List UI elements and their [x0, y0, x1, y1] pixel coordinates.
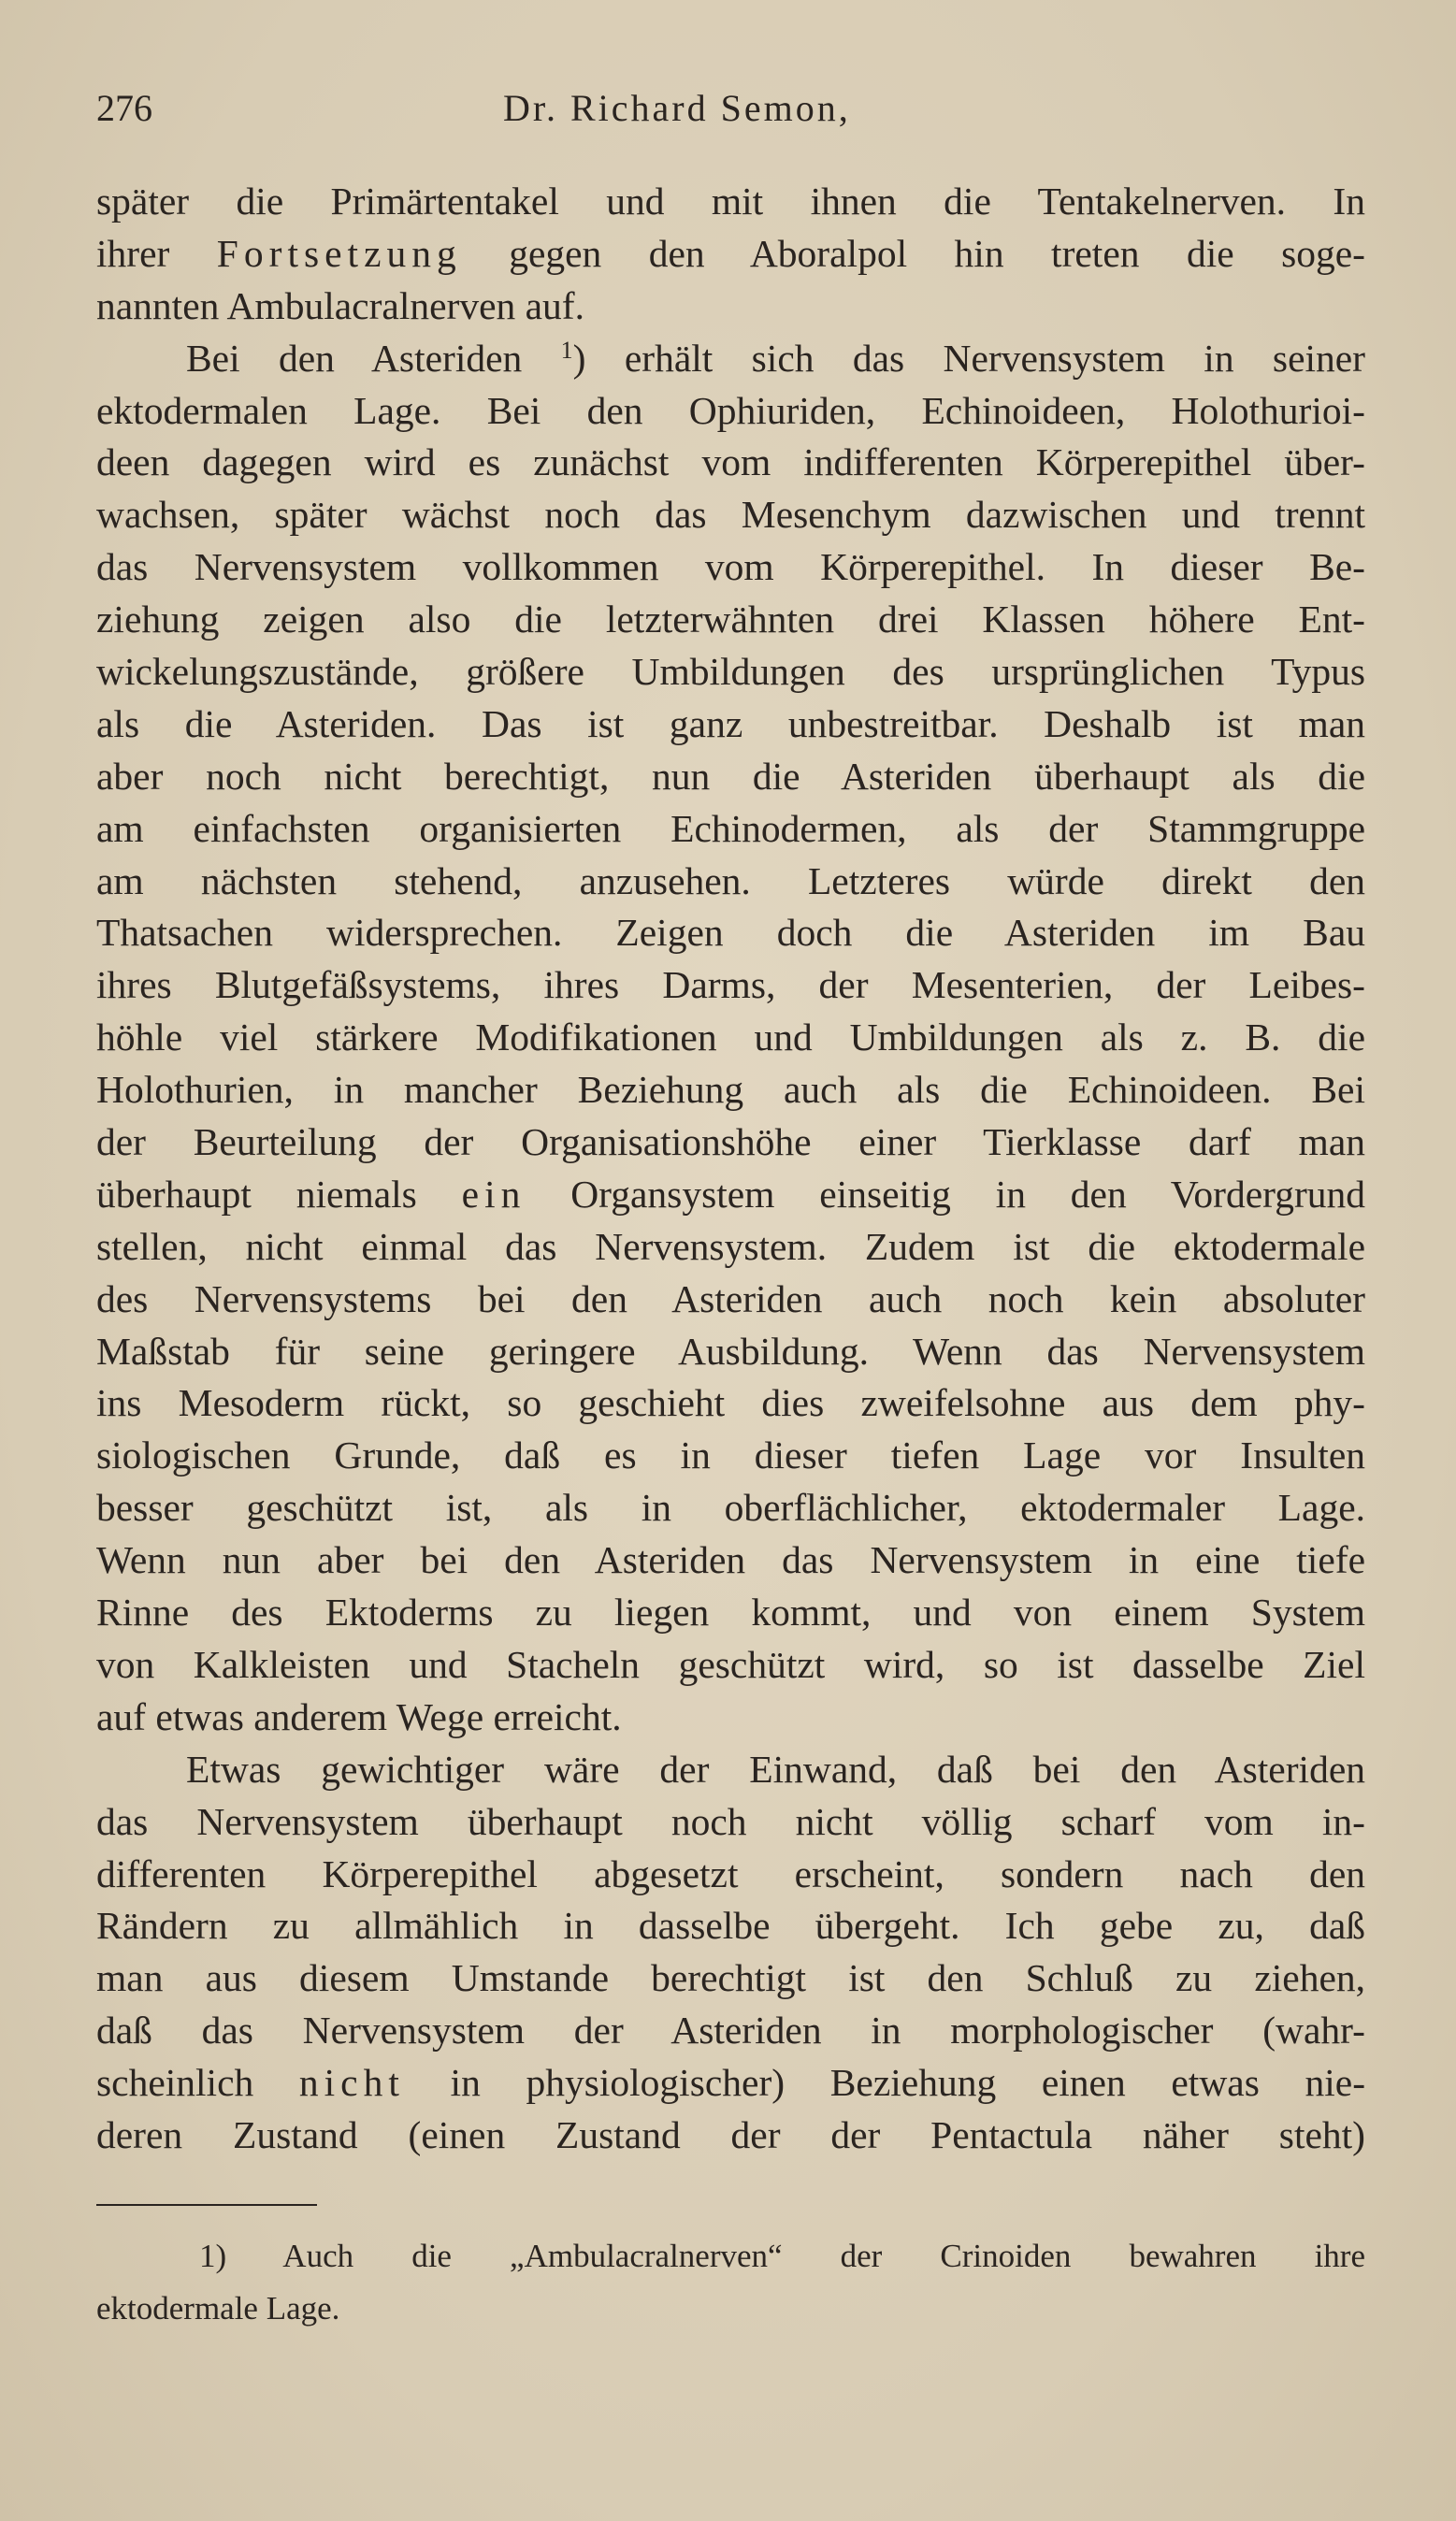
body-text — [96, 176, 1365, 2162]
footnote-line: 1) Auch die „Ambulacralnerven“ der Crinoiden bewahren ihre — [199, 2238, 1365, 2274]
text-line: wachsen, später wächst noch das Mesenchym dazwischen und trennt — [96, 493, 1365, 537]
text-line: ihres Blutgefäßsystems, ihres Darms, der Mesenterien, der Leibes- — [96, 963, 1365, 1007]
text-line: deren Zustand (einen Zustand der der Pentactula näher steht) — [96, 2112, 1365, 2156]
text-line: ins Mesoderm rückt, so geschieht dies zweifelsohne aus dem phy- — [96, 1381, 1365, 1425]
text-line: aber noch nicht berechtigt, nun die Asteriden überhaupt als die — [96, 754, 1365, 798]
text-line — [96, 1169, 1365, 1221]
text-line: am einfachsten organisierten Echinodermen, als der Stammgruppe — [96, 806, 1365, 850]
text-line: man aus diesem Umstande berechtigt ist den Schluß zu ziehen, — [96, 1956, 1365, 2000]
text-line: als die Asteriden. Das ist ganz unbestreitbar. Deshalb ist man — [96, 701, 1365, 745]
text-span: überhaupt niemals — [96, 1172, 417, 1216]
text-span: gegen den Aboralpol hin treten die soge- — [509, 231, 1365, 275]
emphasized-text: ein — [461, 1172, 526, 1216]
text-line: differenten Körperepithel abgesetzt erscheint, sondern nach den — [96, 1851, 1365, 1895]
text-line: Etwas gewichtiger wäre der Einwand, daß bei den Asteriden — [186, 1747, 1365, 1791]
text-span: ) erhält sich das Nervensystem in seiner — [572, 336, 1366, 380]
text-line: Wenn nun aber bei den Asteriden das Nervensystem in eine tiefe — [96, 1538, 1365, 1582]
footnote-line: ektodermale Lage. — [96, 2290, 340, 2327]
text-span: Organsystem einseitig in den Vordergrund — [570, 1172, 1366, 1216]
text-span: in physiologischer) Beziehung einen etwas nie- — [450, 2061, 1366, 2105]
emphasized-text: nicht — [298, 2061, 405, 2105]
footnote-marker: 1 — [560, 336, 573, 364]
text-line: Holothurien, in mancher Beziehung auch als die Echinoideen. Bei — [96, 1068, 1365, 1112]
text-line: daß das Nervensystem der Asteriden in morphologischer (wahr- — [96, 2009, 1365, 2053]
text-span: Bei den Asteriden — [186, 336, 523, 380]
text-line: Thatsachen widersprechen. Zeigen doch die Asteriden im Bau — [96, 911, 1365, 955]
text-line: am nächsten stehend, anzusehen. Letzteres würde direkt den — [96, 858, 1365, 902]
text-line: deen dagegen wird es zunächst vom indifferenten Körperepithel über- — [96, 440, 1365, 484]
text-line: siologischen Grunde, daß es in dieser tiefen Lage vor Insulten — [96, 1433, 1365, 1477]
text-line: das Nervensystem vollkommen vom Körperepithel. In dieser Be- — [96, 545, 1365, 589]
page-header — [96, 86, 1365, 133]
text-line: ektodermalen Lage. Bei den Ophiuriden, Echinoideen, Holothurioi- — [96, 388, 1365, 432]
text-line — [96, 333, 1365, 385]
text-line — [96, 2057, 1365, 2110]
text-line: auf etwas anderem Wege erreicht. — [96, 1694, 622, 1738]
text-line: höhle viel stärkere Modifikationen und Umbildungen als z. B. die — [96, 1016, 1365, 1059]
text-line: stellen, nicht einmal das Nervensystem. Zudem ist die ektodermale — [96, 1224, 1365, 1268]
footnote-divider — [96, 2204, 317, 2206]
text-line — [96, 228, 1365, 281]
text-line: besser geschützt ist, als in oberflächlicher, ektodermaler Lage. — [96, 1486, 1365, 1530]
text-line: der Beurteilung der Organisationshöhe einer Tierklasse darf man — [96, 1120, 1365, 1164]
text-line: später die Primärtentakel und mit ihnen die Tentakelnerven. In — [96, 180, 1365, 223]
footnote — [96, 2230, 1365, 2335]
text-line: das Nervensystem überhaupt noch nicht völlig scharf vom in- — [96, 1799, 1365, 1843]
page-number: 276 — [96, 87, 152, 129]
text-line: nannten Ambulacralnerven auf. — [96, 283, 584, 327]
emphasized-text: Fortsetzung — [216, 231, 462, 275]
text-line: ziehung zeigen also die letzterwähnten drei Klassen höhere Ent- — [96, 598, 1365, 641]
text-line: Maßstab für seine geringere Ausbildung. Wenn das Nervensystem — [96, 1329, 1365, 1373]
text-span: ihrer — [96, 231, 170, 275]
text-line: Rinne des Ektoderms zu liegen kommt, und von einem System — [96, 1591, 1365, 1635]
running-head: Dr. Richard Semon, — [503, 87, 851, 129]
text-line: des Nervensystems bei den Asteriden auch noch kein absoluter — [96, 1276, 1365, 1320]
text-line: Rändern zu allmählich in dasselbe übergeht. Ich gebe zu, daß — [96, 1904, 1365, 1948]
text-span: scheinlich — [96, 2061, 254, 2105]
text-line: von Kalkleisten und Stacheln geschützt wird, so ist dasselbe Ziel — [96, 1642, 1365, 1686]
text-line: wickelungszustände, größere Umbildungen des ursprünglichen Typus — [96, 650, 1365, 694]
